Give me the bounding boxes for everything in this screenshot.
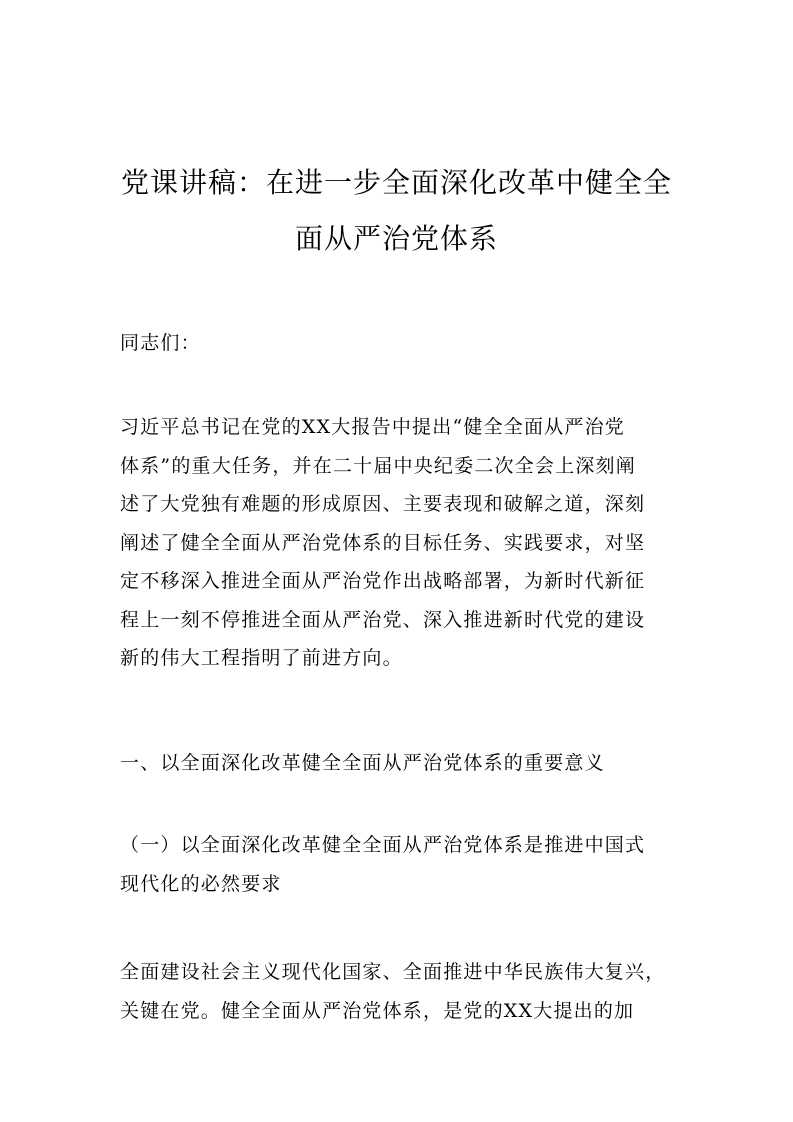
body-paragraph bbox=[120, 953, 680, 1030]
document-title bbox=[100, 155, 693, 267]
paragraph-line: 关键在党。健全全面从严治党体系，是党的XX大提出的加 bbox=[120, 999, 635, 1022]
intro-paragraph bbox=[120, 408, 680, 678]
title-line: 面从严治党体系 bbox=[294, 222, 498, 255]
subsection-heading-line: 现代化的必然要求 bbox=[120, 872, 282, 895]
subsection-heading bbox=[120, 826, 680, 903]
paragraph-line: 定不移深入推进全面从严治党作出战略部署，为新时代新征 bbox=[120, 570, 646, 592]
title-line: 党课讲稿：在进一步全面深化改革中健全全 bbox=[120, 166, 672, 199]
paragraph-line: 习近平总书记在党的XX大报告中提出“健全全面从严治党 bbox=[120, 416, 625, 438]
paragraph-line: 述了大党独有难题的形成原因、主要表现和破解之道，深刻 bbox=[120, 493, 646, 515]
salutation-text: 同志们： bbox=[120, 332, 201, 354]
paragraph-line: 阐述了健全全面从严治党体系的目标任务、实践要求，对坚 bbox=[120, 531, 646, 554]
section-heading bbox=[120, 744, 680, 783]
subsection-heading-line: （一）以全面深化改革健全全面从严治党体系是推进中国式 bbox=[120, 834, 646, 856]
paragraph-line: 体系”的重大任务，并在二十届中央纪委二次全会上深刻阐 bbox=[120, 454, 636, 477]
paragraph-line: 程上一刻不停推进全面从严治党、深入推进新时代党的建设 bbox=[120, 608, 646, 631]
salutation bbox=[120, 324, 680, 363]
paragraph-line: 全面建设社会主义现代化国家、全面推进中华民族伟大复兴， bbox=[120, 961, 666, 983]
section-heading-text: 一、以全面深化改革健全全面从严治党体系的重要意义 bbox=[120, 752, 605, 774]
paragraph-line: 新的伟大工程指明了前进方向。 bbox=[120, 647, 403, 669]
